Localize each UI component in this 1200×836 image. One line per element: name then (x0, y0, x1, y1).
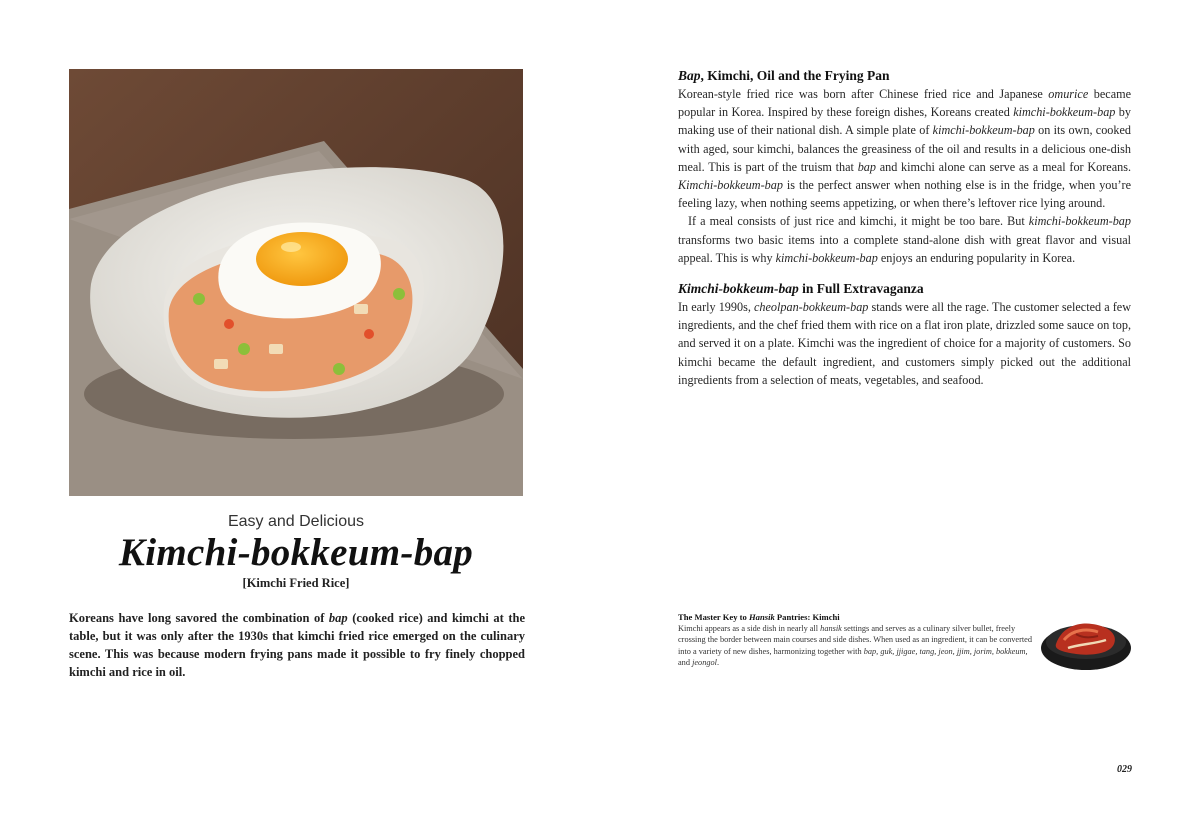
page-number: 029 (1117, 764, 1132, 775)
sidebar-body: Kimchi appears as a side dish in nearly all hansik settings and serves as a culinary silver bullet, freely crossing the border between main courses and side dishes. When used as an ingredient, it can be converted into a variety of new dishes, harmonizing together with bap, guk, jjigae, tang, jeon, jjim, jorim, bokkeum, and jeongol. (678, 624, 1032, 667)
paragraph: If a meal consists of just rice and kimchi, it might be too bare. But kimchi-bokkeum-bap transforms two basic items into a complete stand-alone dish with great flavor and visual appeal. This is why kimchi-bokkeum-bap enjoys an enduring popularity in Korea. (678, 214, 1131, 265)
recipe-translation: [Kimchi Fried Rice] (242, 576, 350, 590)
sidebar-note (678, 612, 1033, 668)
section-heading: Kimchi-bokkeum-bap in Full Extravaganza (678, 281, 924, 296)
paragraph: In early 1990s, cheolpan-bokkeum-bap stands were all the rage. The customer selected a few ingredients, and the chef fried them with rice on a flat iron plate, drizzled some sauce on top, and served it on a plate. Kimchi was the ingredient of choice for a majority of customers. So kimchi became the default ingredient, and customers simply picked out the additional ingredients from a selection of meats, vegetables, and seafood. (678, 300, 1131, 387)
kimchi-fried-rice-photo (69, 69, 523, 496)
section-full-extravaganza (678, 280, 1131, 389)
paragraph: Korean-style fried rice was born after Chinese fried rice and Japanese omurice became popular in Korea. Inspired by these foreign dishes, Koreans created kimchi-bokkeum-bap by making use of their national dish. A simple plate of kimchi-bokkeum-bap on its own, cooked with aged, sour kimchi, balances the greasiness of the oil and results in a delicious one-dish meal. This is part of the truism that bap and kimchi alone can serve as a meal for Koreans. Kimchi-bokkeum-bap is the perfect answer when nothing else is in the fridge, when you’re feeling lazy, when nothing seems appetizing, or when there’s leftover rice lying around. (678, 87, 1131, 211)
recipe-title: Kimchi-bokkeum-bap (118, 531, 474, 574)
kimchi-bowl-photo (1040, 614, 1132, 672)
section-bap-kimchi (678, 67, 1131, 267)
intro-paragraph: Koreans have long savored the combination of bap (cooked rice) and kimchi at the table, but it was only after the 1930s that kimchi fried rice emerged on the culinary scene. This was because modern frying pans made it possible to fry finely chopped kimchi and rice in oil. (69, 611, 525, 679)
sidebar-heading: The Master Key to Hansik Pantries: Kimchi (678, 612, 840, 622)
section-heading: Bap, Kimchi, Oil and the Frying Pan (678, 68, 890, 83)
recipe-subtitle: Easy and Delicious (227, 513, 365, 530)
